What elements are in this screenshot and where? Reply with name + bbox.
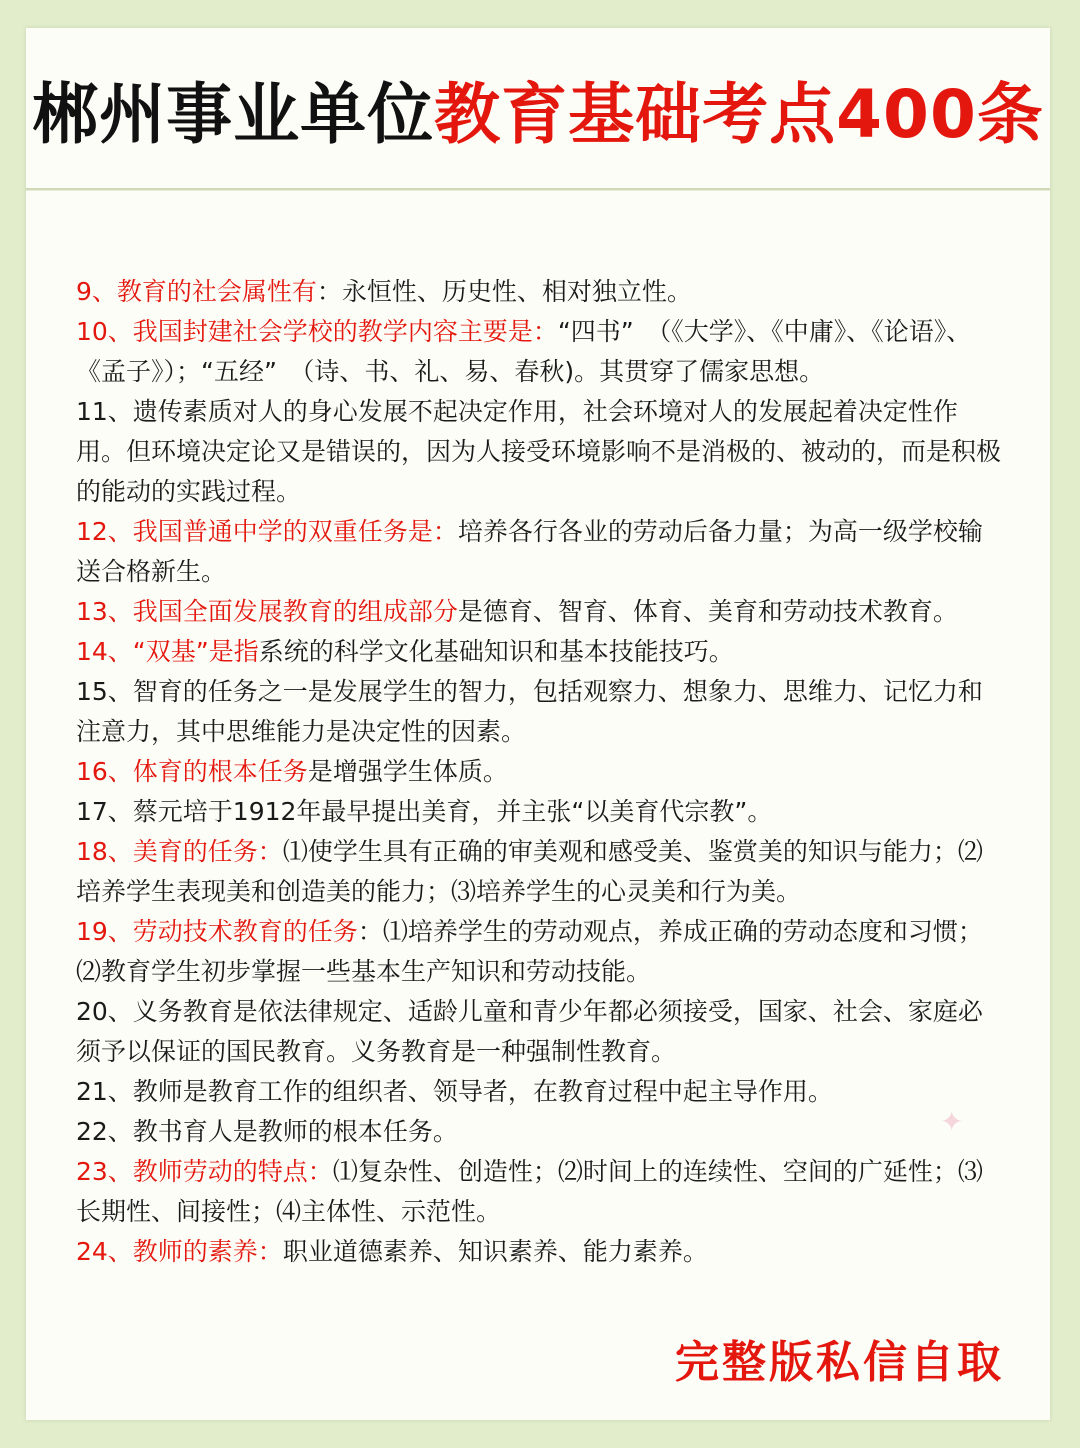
sparkle-icon: ✦ [940, 1105, 964, 1138]
list-item [76, 672, 1006, 752]
list-item [76, 392, 1006, 512]
list-item [76, 1072, 1006, 1112]
header-divider [26, 188, 1050, 191]
list-item [76, 1112, 1006, 1152]
list-item [76, 272, 1006, 312]
item-highlight: 23、教师劳动的特点： [76, 1157, 333, 1186]
item-highlight: 10、我国封建社会学校的教学内容主要是： [76, 317, 558, 346]
item-text: 11、遗传素质对人的身心发展不起决定作用，社会环境对人的发展起着决定性作用。但环境决定论又是错误的，因为人接受环境影响不是消极的、被动的，而是积极的能动的实践过程。 [76, 397, 1002, 506]
page-title [32, 61, 1044, 156]
list-item [76, 792, 1006, 832]
item-highlight: 9、教育的社会属性有 [76, 277, 317, 306]
item-text: 15、智育的任务之一是发展学生的智力，包括观察力、想象力、思维力、记忆力和注意力，其中思维能力是决定性的因素。 [76, 677, 983, 746]
item-text: 21、教师是教育工作的组织者、领导者，在教育过程中起主导作用。 [76, 1077, 833, 1106]
document-sheet [26, 28, 1050, 1420]
list-item [76, 992, 1006, 1072]
title-highlight: 教育基础考点400条 [434, 75, 1044, 153]
item-text: 20、义务教育是依法律规定、适龄儿童和青少年都必须接受，国家、社会、家庭必须予以保证的国民教育。义务教育是一种强制性教育。 [76, 997, 983, 1066]
list-item [76, 912, 1006, 992]
list-item [76, 1152, 1006, 1232]
item-text: 是德育、智育、体育、美育和劳动技术教育。 [457, 597, 958, 626]
item-text: “四书” （《大学》、《中庸》、《论语》、《孟子》）；“五经” （诗、书、礼、易、春秋)。其贯穿了儒家思想。 [76, 317, 972, 386]
list-item [76, 832, 1006, 912]
list-item [76, 312, 1006, 392]
item-text: ：⑴培养学生的劳动观点，养成正确的劳动态度和习惯；⑵教育学生初步掌握一些基本生产知识和劳动技能。 [76, 917, 983, 986]
item-highlight: 24、教师的素养： [76, 1237, 283, 1266]
item-highlight: 16、体育的根本任务 [76, 757, 308, 786]
list-item [76, 592, 1006, 632]
item-text: ⑴复杂性、创造性；⑵时间上的连续性、空间的广延性；⑶长期性、间接性；⑷主体性、示范性。 [76, 1157, 983, 1226]
item-text: ⑴使学生具有正确的审美观和感受美、鉴赏美的知识与能力；⑵培养学生表现美和创造美的能力；⑶培养学生的心灵美和行为美。 [76, 837, 983, 906]
item-text: 培养各行各业的劳动后备力量；为高一级学校输送合格新生。 [76, 517, 983, 586]
list-item [76, 1232, 1006, 1272]
item-text: ：永恒性、历史性、相对独立性。 [316, 277, 692, 306]
footer-note: 完整版私信自取 [675, 1337, 1004, 1388]
notes-list [76, 272, 1006, 1272]
item-text: 17、蔡元培于1912年最早提出美育，并主张“以美育代宗教”。 [76, 797, 773, 826]
item-text: 系统的科学文化基础知识和基本技能技巧。 [258, 637, 734, 666]
item-highlight: 18、美育的任务： [76, 837, 283, 866]
item-highlight: 12、我国普通中学的双重任务是： [76, 517, 458, 546]
item-text: 22、教书育人是教师的根本任务。 [76, 1117, 458, 1146]
item-text: 是增强学生体质。 [307, 757, 508, 786]
item-text: 职业道德素养、知识素养、能力素养。 [282, 1237, 708, 1266]
list-item [76, 632, 1006, 672]
title-prefix: 郴州事业单位 [32, 75, 435, 153]
item-highlight: 13、我国全面发展教育的组成部分 [76, 597, 458, 626]
list-item [76, 512, 1006, 592]
header [26, 28, 1050, 188]
list-item [76, 752, 1006, 792]
item-highlight: 14、“双基”是指 [76, 637, 259, 666]
item-highlight: 19、劳动技术教育的任务 [76, 917, 358, 946]
